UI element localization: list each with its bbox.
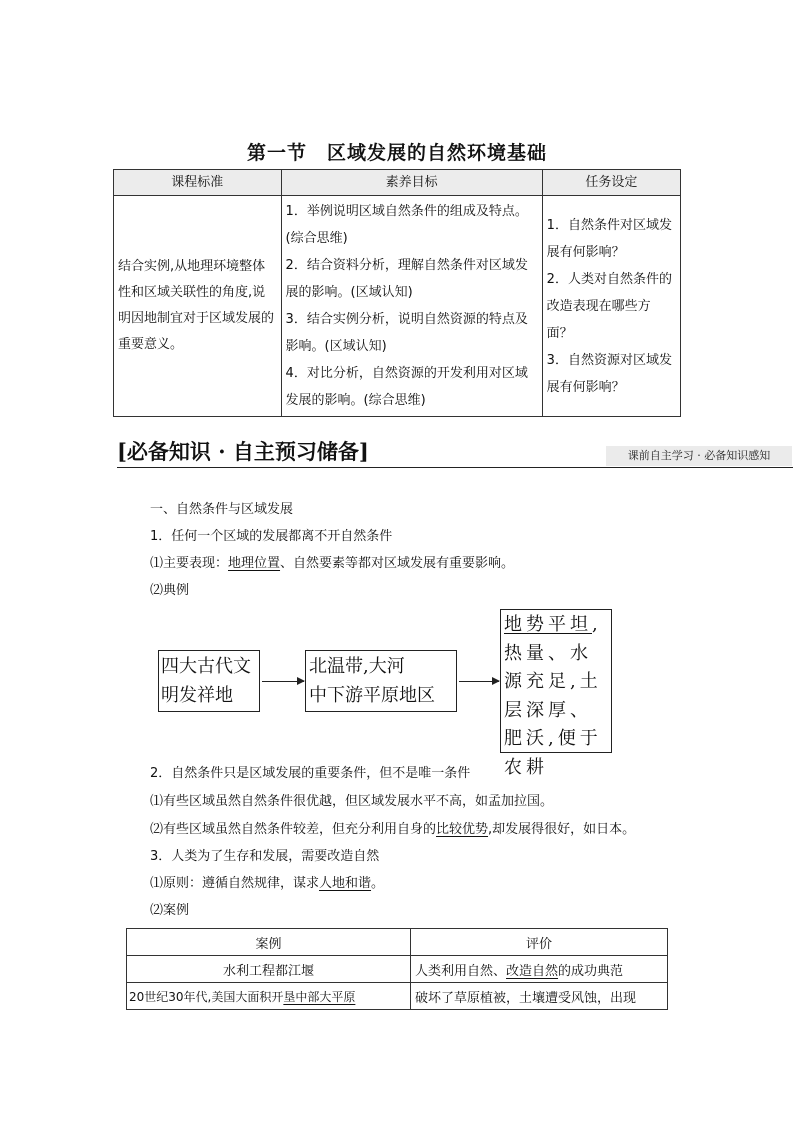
flow-box-location-line2: 中下游平原地区	[309, 685, 435, 706]
flow-arrow-2	[459, 681, 499, 682]
point-3-2: ⑵案例	[150, 903, 190, 918]
case-row2-evaluation: 破坏了草原植被，土壤遭受风蚀，出现	[411, 983, 668, 1010]
point-1-2: ⑵典例	[150, 583, 190, 598]
flow-box-location	[305, 650, 457, 712]
flow-box-conditions-underlined: 地势平坦	[504, 614, 592, 635]
point-2-2-prefix: ⑵有些区域虽然自然条件较差，但充分利用自身的	[150, 822, 437, 837]
header-literacy-goals: 素养目标	[281, 170, 542, 196]
case-row2-case-prefix: 20世纪30年代,美国大面积开	[129, 989, 284, 1004]
point-2-2-suffix: ,却发展得很好，如日本。	[488, 822, 636, 837]
case-header-evaluation: 评价	[411, 929, 668, 956]
point-2: 2．自然条件只是区域发展的重要条件，但不是唯一条件	[150, 766, 471, 781]
case-row1-evaluation	[411, 956, 668, 983]
point-3-1-suffix: 。	[371, 876, 385, 891]
literacy-goals-cell	[281, 196, 542, 417]
point-1: 1．任何一个区域的发展都离不开自然条件	[150, 529, 393, 544]
case-row1-eval-suffix: 的成功典范	[558, 963, 624, 979]
literacy-goal-4: 4．对比分析，自然资源的开发利用对区域发展的影响。(综合思维)	[285, 366, 528, 408]
point-2-2	[150, 820, 635, 840]
case-table	[126, 928, 668, 1010]
point-3-1-prefix: ⑴原则：遵循自然规律，谋求	[150, 876, 320, 891]
section-divider	[117, 467, 793, 468]
literacy-goal-3: 3．结合实例分析，说明自然资源的特点及影响。(区域认知)	[285, 312, 528, 354]
task-2: 2．人类对自然条件的改造表现在哪些方面？	[546, 271, 672, 341]
flow-box-conditions	[500, 609, 612, 778]
header-course-standard: 课程标准	[114, 170, 282, 196]
case-row2-case	[127, 983, 411, 1010]
point-1-1-suffix: 、自然要素等都对区域发展有重要影响。	[280, 556, 515, 571]
point-1-1-prefix: ⑴主要表现：	[150, 556, 229, 571]
flow-box-conditions-text: ,热量、水源充足,土层深厚、肥沃,便于农耕	[504, 614, 602, 778]
point-3-1	[150, 874, 384, 894]
task-1: 1．自然条件对区域发展有何影响？	[546, 217, 672, 260]
header-tasks: 任务设定	[542, 170, 680, 196]
literacy-goal-2: 2．结合资料分析，理解自然条件对区域发展的影响。(区域认知)	[285, 258, 528, 300]
case-row1-eval-prefix: 人类利用自然、	[415, 963, 507, 979]
point-2-1: ⑴有些区域虽然自然条件很优越，但区域发展水平不高，如孟加拉国。	[150, 794, 554, 809]
section-tag: 课前自主学习 · 必备知识感知	[606, 446, 792, 466]
task-3: 3．自然资源对区域发展有何影响？	[546, 352, 672, 395]
flow-box-civilizations: 四大古代文明发祥地	[158, 650, 260, 712]
point-1-1-underlined: 地理位置	[228, 556, 281, 571]
case-row1-eval-underlined: 改造自然	[506, 963, 559, 979]
case-row2-case-underlined: 垦中部大平原	[283, 989, 356, 1004]
point-3: 3．人类为了生存和发展，需要改造自然	[150, 849, 380, 864]
point-3-1-underlined: 人地和谐	[319, 876, 372, 891]
case-row1-case: 水利工程都江堰	[127, 956, 411, 983]
point-1-1	[150, 554, 514, 574]
course-standard-cell: 结合实例,从地理环境整体性和区域关联性的角度,说明因地制宜对于区域发展的重要意义。	[114, 196, 282, 417]
case-header-case: 案例	[127, 929, 411, 956]
section-heading: [必备知识 · 自主预习储备]	[117, 439, 369, 464]
tasks-cell	[542, 196, 680, 417]
flow-box-location-line1: 北温带,大河	[309, 656, 405, 677]
page-title: 第一节 区域发展的自然环境基础	[246, 142, 547, 164]
flow-arrow-1	[262, 681, 304, 682]
standards-table	[113, 169, 681, 417]
point-2-2-underlined: 比较优势	[436, 822, 489, 837]
heading-natural-conditions: 一、自然条件与区域发展	[150, 502, 294, 517]
literacy-goal-1: 1．举例说明区域自然条件的组成及特点。(综合思维)	[285, 204, 528, 246]
